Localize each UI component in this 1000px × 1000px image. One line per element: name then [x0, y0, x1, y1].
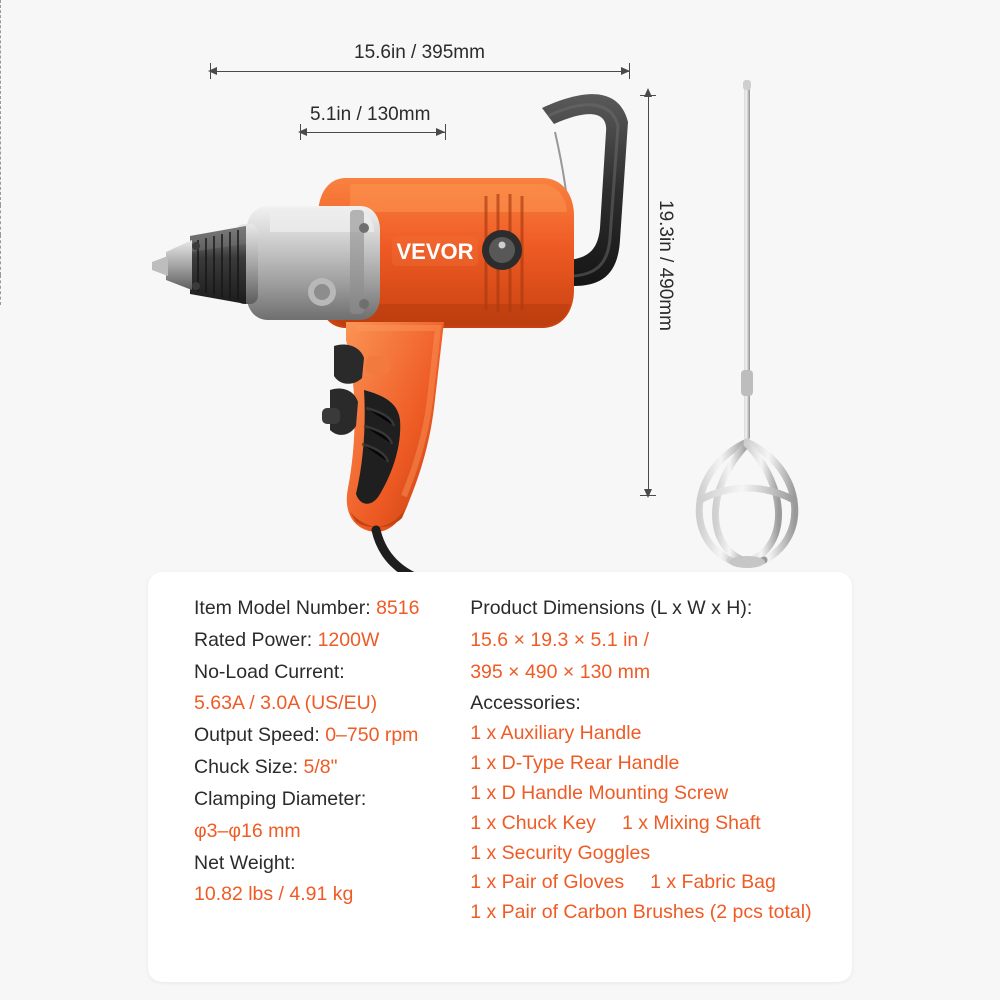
accessories-header: Accessories:	[470, 692, 581, 715]
length-extension-left	[0, 0, 1, 205]
width-extension-right	[0, 275, 1, 305]
accessory-chuck-key: 1 x Chuck Key	[470, 811, 596, 834]
spec-value-output-speed: 0–750 rpm	[325, 724, 419, 747]
spec-row-output-speed	[194, 721, 466, 751]
spec-value-dimensions-metric: 395 × 490 × 130 mm	[470, 660, 651, 683]
spec-value-net-weight: 10.82 lbs / 4.91 kg	[194, 883, 354, 906]
spec-value-rated-power: 1200W	[317, 628, 380, 651]
spec-label-chuck-size: Chuck Size:	[194, 756, 304, 779]
spec-value-dimensions-imperial: 15.6 × 19.3 × 5.1 in /	[470, 628, 650, 651]
accessory-mixing-shaft: 1 x Mixing Shaft	[621, 811, 761, 834]
spec-label-no-load-current: No-Load Current:	[194, 660, 345, 683]
accessory-fabric-bag: 1 x Fabric Bag	[650, 871, 776, 894]
spec-row-model	[194, 594, 466, 624]
spec-row-chuck-size	[194, 753, 466, 783]
accessory-d-handle-mounting-screw: 1 x D Handle Mounting Screw	[470, 781, 729, 804]
height-label: 19.3in / 490mm	[655, 200, 676, 331]
width-extension-left	[0, 235, 1, 275]
accessory-row-chuck-key-mixing-shaft	[470, 809, 826, 839]
spec-label-model: Item Model Number:	[194, 597, 377, 619]
gear-housing	[236, 206, 380, 320]
accessory-carbon-brushes: 1 x Pair of Carbon Brushes (2 pcs total)	[470, 901, 812, 924]
brand-logo-text: VEVOR	[396, 239, 474, 264]
accessory-security-goggles: 1 x Security Goggles	[470, 841, 651, 864]
accessory-row-gloves-fabric-bag	[470, 868, 826, 898]
length-label: 15.6in / 395mm	[354, 42, 485, 63]
spec-label-net-weight: Net Weight:	[194, 851, 296, 874]
accessory-auxiliary-handle: 1 x Auxiliary Handle	[470, 722, 642, 745]
spec-column-left	[174, 594, 466, 972]
accessory-pair-of-gloves: 1 x Pair of Gloves	[470, 871, 625, 894]
spec-value-model: 8516	[376, 597, 420, 619]
keyed-chuck	[152, 226, 246, 304]
spec-label-output-speed: Output Speed:	[194, 724, 326, 747]
mixing-shaft-paddle	[660, 70, 880, 570]
accessory-d-type-rear-handle: 1 x D-Type Rear Handle	[470, 752, 680, 775]
spec-row-rated-power	[194, 626, 466, 656]
spec-value-clamping-diameter: φ3–φ16 mm	[194, 819, 301, 842]
spec-label-rated-power: Rated Power:	[194, 628, 318, 651]
width-label: 5.1in / 130mm	[310, 104, 431, 125]
spec-label-product-dimensions: Product Dimensions (L x W x H):	[470, 597, 753, 619]
spec-column-right	[466, 594, 826, 972]
specification-card	[148, 572, 852, 982]
length-extension-right	[0, 205, 1, 235]
spec-value-no-load-current: 5.63A / 3.0A (US/EU)	[194, 692, 378, 715]
spec-label-clamping-diameter: Clamping Diameter:	[194, 787, 367, 810]
spec-value-chuck-size: 5/8"	[303, 756, 338, 779]
pistol-grip	[322, 322, 444, 532]
